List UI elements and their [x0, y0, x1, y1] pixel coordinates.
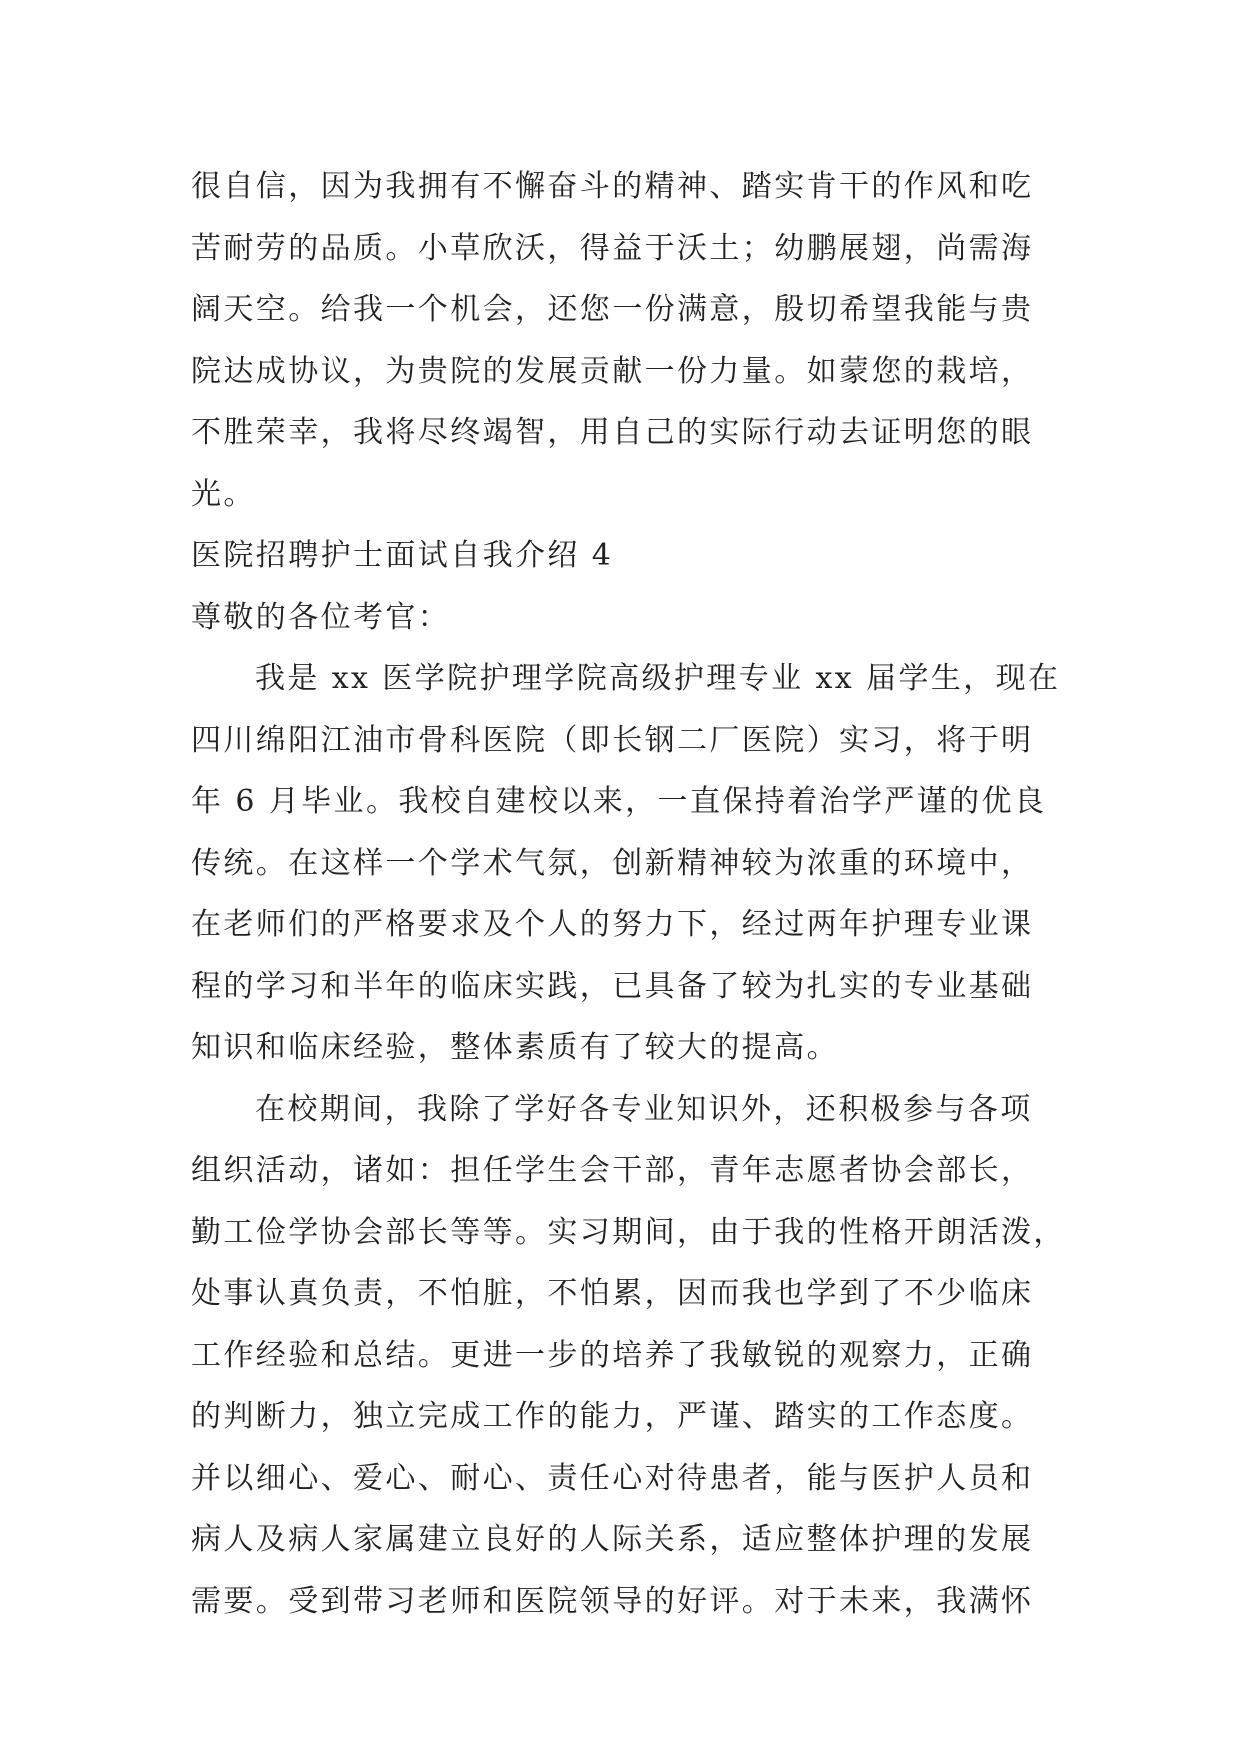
- text-line: 在老师们的严格要求及个人的努力下，经过两年护理专业课: [191, 907, 1034, 942]
- document-page: [191, 156, 1066, 1632]
- text-line: 需要。受到带习老师和医院领导的好评。对于未来，我满怀: [191, 1583, 1034, 1619]
- text-line: 阔天空。给我一个机会，还您一份满意，殷切希望我能与贵: [191, 292, 1034, 327]
- text-line: 光。: [191, 476, 256, 512]
- salutation: 尊敬的各位考官：: [191, 599, 451, 635]
- text-line: 在校期间，我除了学好各专业知识外，还积极参与各项: [255, 1091, 1033, 1127]
- text-line: 年 6 月毕业。我校自建校以来，一直保持着治学严谨的优良: [191, 784, 1047, 819]
- text-line: 并以细心、爱心、耐心、责任心对待患者，能与医护人员和: [191, 1460, 1034, 1496]
- text-line: 工作经验和总结。更进一步的培养了我敏锐的观察力，正确: [191, 1337, 1034, 1373]
- text-line: 不胜荣幸，我将尽终竭智，用自己的实际行动去证明您的眼: [191, 415, 1034, 450]
- text-line: 四川绵阳江油市骨科医院（即长钢二厂医院）实习，将于明: [191, 722, 1034, 758]
- text-line: 知识和临床经验，整体素质有了较大的提高。: [191, 1030, 839, 1065]
- text-line: 院达成协议，为贵院的发展贡献一份力量。如蒙您的栽培，: [191, 353, 1034, 389]
- text-line: 程的学习和半年的临床实践，已具备了较为扎实的专业基础: [191, 968, 1034, 1004]
- text-line: 苦耐劳的品质。小草欣沃，得益于沃土；幼鹏展翅，尚需海: [191, 230, 1034, 266]
- section-title: 医院招聘护士面试自我介绍 4: [191, 538, 614, 573]
- text-line: 处事认真负责，不怕脏，不怕累，因而我也学到了不少临床: [191, 1276, 1034, 1311]
- text-line: 的判断力，独立完成工作的能力，严谨、踏实的工作态度。: [191, 1399, 1034, 1434]
- text-line: 病人及病人家属建立良好的人际关系，适应整体护理的发展: [191, 1522, 1034, 1557]
- text-line: 传统。在这样一个学术气氛，创新精神较为浓重的环境中，: [191, 845, 1034, 881]
- text-line: 勤工俭学协会部长等等。实习期间，由于我的性格开朗活泼，: [191, 1214, 1066, 1250]
- text-line: 我是 xx 医学院护理学院高级护理专业 xx 届学生，现在: [255, 661, 1061, 696]
- text-line: 很自信，因为我拥有不懈奋斗的精神、踏实肯干的作风和吃: [191, 169, 1034, 204]
- text-line: 组织活动，诸如：担任学生会干部，青年志愿者协会部长，: [191, 1153, 1034, 1188]
